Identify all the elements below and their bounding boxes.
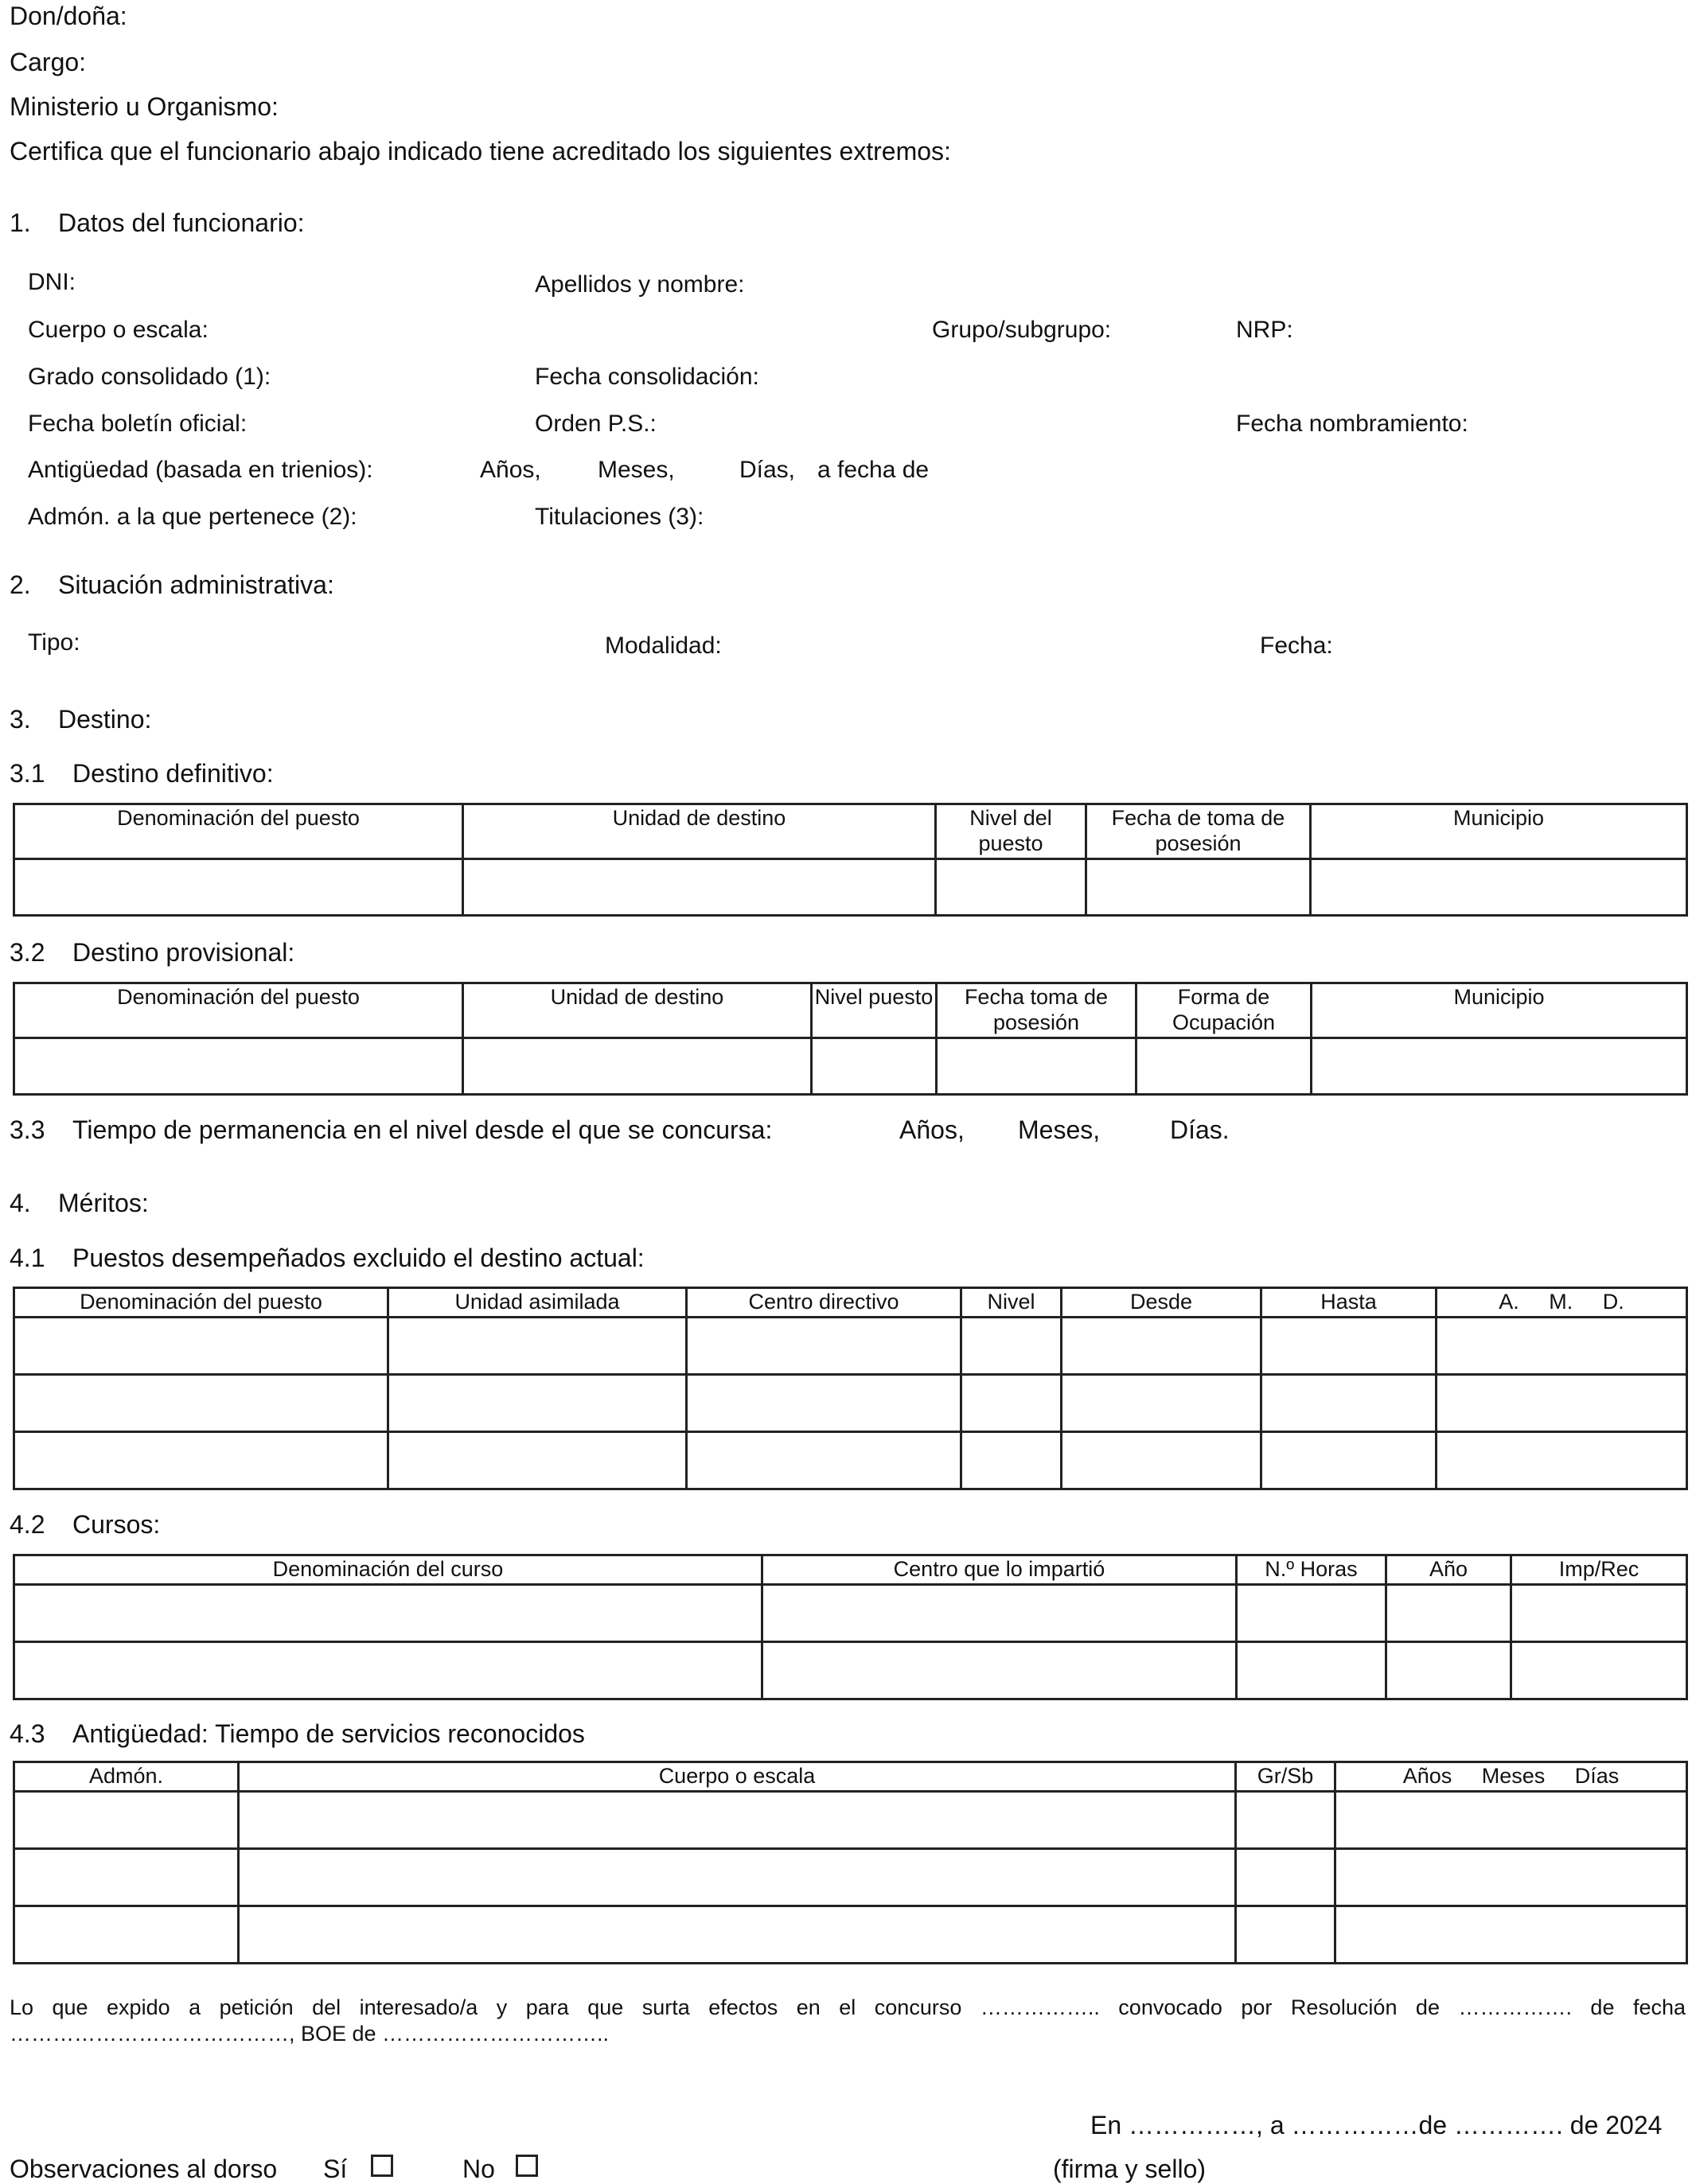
fecha-situacion-label: Fecha:: [1260, 633, 1333, 659]
destino-provisional-table: [13, 982, 1688, 1096]
grupo-label: Grupo/subgrupo:: [932, 317, 1112, 343]
section-3-1-number: 3.1: [10, 759, 45, 788]
table-cell[interactable]: [14, 1792, 239, 1849]
table-cell[interactable]: [961, 1318, 1062, 1375]
table-header: Forma de Ocupación: [1136, 983, 1312, 1038]
table-cell[interactable]: [1311, 859, 1687, 916]
section-4-3-number: 4.3: [10, 1719, 45, 1748]
table-row: [14, 1585, 1687, 1642]
table-cell[interactable]: [1236, 1906, 1335, 1964]
tipo-label: Tipo:: [28, 629, 80, 656]
certifica-text: Certifica que el funcionario abajo indicado tiene acreditado los siguientes extremos:: [10, 137, 951, 165]
titulaciones-label: Titulaciones (3):: [535, 504, 704, 530]
table-header: Denominación del puesto: [14, 1288, 388, 1318]
table-header: Denominación del curso: [14, 1555, 762, 1585]
table-header: Imp/Rec: [1511, 1555, 1687, 1585]
table-header: Centro directivo: [687, 1288, 961, 1318]
table-cell[interactable]: [812, 1038, 937, 1095]
section-3-2-number: 3.2: [10, 938, 45, 967]
section-3-1-title: Destino definitivo:: [72, 759, 274, 788]
section-2-title: Situación administrativa:: [58, 570, 334, 599]
section-3-3-title: Tiempo de permanencia en el nivel desde el que se concursa:: [72, 1115, 773, 1144]
table-cell[interactable]: [1237, 1585, 1386, 1642]
table-cell[interactable]: [1386, 1642, 1511, 1699]
table-row: [14, 1318, 1687, 1375]
no-checkbox[interactable]: [516, 2155, 538, 2177]
table-cell[interactable]: [1261, 1432, 1437, 1489]
table-header: N.º Horas: [1237, 1555, 1386, 1585]
observaciones-label: Observaciones al dorso: [10, 2155, 278, 2183]
table-cell[interactable]: [14, 1038, 463, 1095]
section-1-title: Datos del funcionario:: [58, 208, 305, 237]
table-cell[interactable]: [937, 1038, 1136, 1095]
section-4-2-number: 4.2: [10, 1510, 45, 1539]
table-header: Municipio: [1311, 804, 1687, 859]
table-cell[interactable]: [1335, 1849, 1687, 1906]
table-cell[interactable]: [1437, 1432, 1687, 1489]
admon-label: Admón. a la que pertenece (2):: [28, 504, 357, 530]
destino-definitivo-table: [13, 803, 1688, 917]
table-cell[interactable]: [1237, 1642, 1386, 1699]
table-cell[interactable]: [1312, 1038, 1687, 1095]
antiguedad-anos: Años,: [480, 457, 541, 483]
table-cell[interactable]: [14, 1375, 388, 1432]
table-cell[interactable]: [1335, 1792, 1687, 1849]
table-cell[interactable]: [388, 1375, 687, 1432]
permanencia-anos: Años,: [899, 1115, 965, 1144]
table-cell[interactable]: [1236, 1792, 1335, 1849]
table-row: [14, 1432, 1687, 1489]
table-cell[interactable]: [1437, 1318, 1687, 1375]
table-cell[interactable]: [388, 1432, 687, 1489]
section-4-1-title: Puestos desempeñados excluido el destino actual:: [72, 1244, 645, 1272]
table-header: Desde: [1062, 1288, 1261, 1318]
table-cell[interactable]: [961, 1432, 1062, 1489]
table-cell[interactable]: [961, 1375, 1062, 1432]
antiguedad-dias: Días,: [739, 457, 796, 483]
table-cell[interactable]: [1511, 1585, 1687, 1642]
section-3-title: Destino:: [58, 705, 152, 734]
table-cell[interactable]: [14, 1318, 388, 1375]
ministerio-label: Ministerio u Organismo:: [10, 92, 279, 121]
table-header: Nivel del puesto: [936, 804, 1086, 859]
table-header: Unidad de destino: [463, 983, 812, 1038]
table-cell[interactable]: [1511, 1642, 1687, 1699]
table-row: [14, 1375, 1687, 1432]
table-cell[interactable]: [1236, 1849, 1335, 1906]
table-header: Cuerpo o escala: [239, 1762, 1236, 1792]
table-cell[interactable]: [1062, 1432, 1261, 1489]
table-cell[interactable]: [14, 1585, 762, 1642]
nrp-label: NRP:: [1236, 317, 1293, 343]
table-header: Denominación del puesto: [14, 804, 463, 859]
section-4-1-number: 4.1: [10, 1244, 45, 1272]
puestos-desempenados-table: [13, 1287, 1688, 1490]
table-row: [14, 859, 1687, 916]
si-checkbox[interactable]: [371, 2155, 393, 2177]
table-header: Fecha toma de posesión: [937, 983, 1136, 1038]
table-cell[interactable]: [1335, 1906, 1687, 1964]
table-cell[interactable]: [388, 1318, 687, 1375]
table-cell[interactable]: [687, 1375, 961, 1432]
table-cell[interactable]: [1086, 859, 1311, 916]
section-3-2-title: Destino provisional:: [72, 938, 295, 967]
section-4-3-title: Antigüedad: Tiempo de servicios reconocidos: [72, 1719, 585, 1748]
table-cell[interactable]: [1261, 1318, 1437, 1375]
table-row: [14, 1906, 1687, 1964]
table-cell[interactable]: [463, 859, 936, 916]
don-label: Don/doña:: [10, 2, 127, 30]
table-header: Años Meses Días: [1335, 1762, 1687, 1792]
fecha-nombramiento-label: Fecha nombramiento:: [1236, 411, 1468, 437]
expido-paragraph: Lo que expido a petición del interesado/a y para que surta efectos en el concurso …………….. convocado por Resolución de ……………. de fecha …………………………………, BOE de …………………………..: [10, 1995, 1686, 2046]
fecha-boletin-label: Fecha boletín oficial:: [28, 411, 248, 437]
orden-ps-label: Orden P.S.:: [535, 411, 657, 437]
no-label: No: [462, 2155, 495, 2183]
table-cell[interactable]: [14, 1432, 388, 1489]
table-row: [14, 1849, 1687, 1906]
table-cell[interactable]: [1437, 1375, 1687, 1432]
firma-sello-label: (firma y sello): [1053, 2155, 1207, 2183]
table-cell[interactable]: [762, 1642, 1237, 1699]
table-header: Año: [1386, 1555, 1511, 1585]
table-header: Unidad asimilada: [388, 1288, 687, 1318]
modalidad-label: Modalidad:: [605, 633, 722, 659]
table-header: A. M. D.: [1437, 1288, 1687, 1318]
table-cell[interactable]: [1062, 1318, 1261, 1375]
table-cell[interactable]: [14, 859, 463, 916]
table-header: Centro que lo impartió: [762, 1555, 1237, 1585]
table-cell[interactable]: [239, 1792, 1236, 1849]
table-header: Hasta: [1261, 1288, 1437, 1318]
table-header: Fecha de toma de posesión: [1086, 804, 1311, 859]
table-header: Nivel: [961, 1288, 1062, 1318]
table-cell[interactable]: [1062, 1375, 1261, 1432]
cursos-table: [13, 1554, 1688, 1700]
antiguedad-label: Antigüedad (basada en trienios):: [28, 457, 373, 483]
table-cell[interactable]: [463, 1038, 812, 1095]
table-cell[interactable]: [687, 1432, 961, 1489]
table-cell[interactable]: [239, 1906, 1236, 1964]
table-cell[interactable]: [1386, 1585, 1511, 1642]
section-2-number: 2.: [10, 570, 31, 599]
apellidos-label: Apellidos y nombre:: [535, 271, 745, 298]
section-3-number: 3.: [10, 705, 31, 734]
permanencia-meses: Meses,: [1018, 1115, 1101, 1144]
table-cell[interactable]: [239, 1849, 1236, 1906]
section-4-title: Méritos:: [58, 1189, 149, 1217]
table-row: [14, 1792, 1687, 1849]
table-header: Denominación del puesto: [14, 983, 463, 1038]
table-row: [14, 1038, 1687, 1095]
cuerpo-label: Cuerpo o escala:: [28, 317, 209, 343]
lugar-fecha-line: En ……………, a ……………de …………. de 2024: [1090, 2111, 1663, 2139]
table-cell[interactable]: [14, 1906, 239, 1964]
table-header: Gr/Sb: [1236, 1762, 1335, 1792]
table-cell[interactable]: [14, 1849, 239, 1906]
antiguedad-servicios-table: [13, 1761, 1688, 1964]
table-header: Unidad de destino: [463, 804, 936, 859]
cargo-label: Cargo:: [10, 48, 87, 76]
permanencia-dias: Días.: [1170, 1115, 1230, 1144]
table-cell[interactable]: [14, 1642, 762, 1699]
section-4-number: 4.: [10, 1189, 31, 1217]
si-label: Sí: [323, 2155, 348, 2183]
grado-label: Grado consolidado (1):: [28, 364, 271, 390]
table-cell[interactable]: [1261, 1375, 1437, 1432]
fecha-consolidacion-label: Fecha consolidación:: [535, 364, 759, 390]
table-cell[interactable]: [1136, 1038, 1312, 1095]
antiguedad-meses: Meses,: [598, 457, 675, 483]
dni-label: DNI:: [28, 269, 76, 295]
table-cell[interactable]: [687, 1318, 961, 1375]
section-3-3-number: 3.3: [10, 1115, 45, 1144]
antiguedad-a-fecha: a fecha de: [817, 457, 930, 483]
table-header: Municipio: [1312, 983, 1687, 1038]
section-1-number: 1.: [10, 208, 31, 237]
table-cell[interactable]: [762, 1585, 1237, 1642]
section-4-2-title: Cursos:: [72, 1510, 161, 1539]
table-header: Admón.: [14, 1762, 239, 1792]
table-header: Nivel puesto: [812, 983, 937, 1038]
table-cell[interactable]: [936, 859, 1086, 916]
table-row: [14, 1642, 1687, 1699]
